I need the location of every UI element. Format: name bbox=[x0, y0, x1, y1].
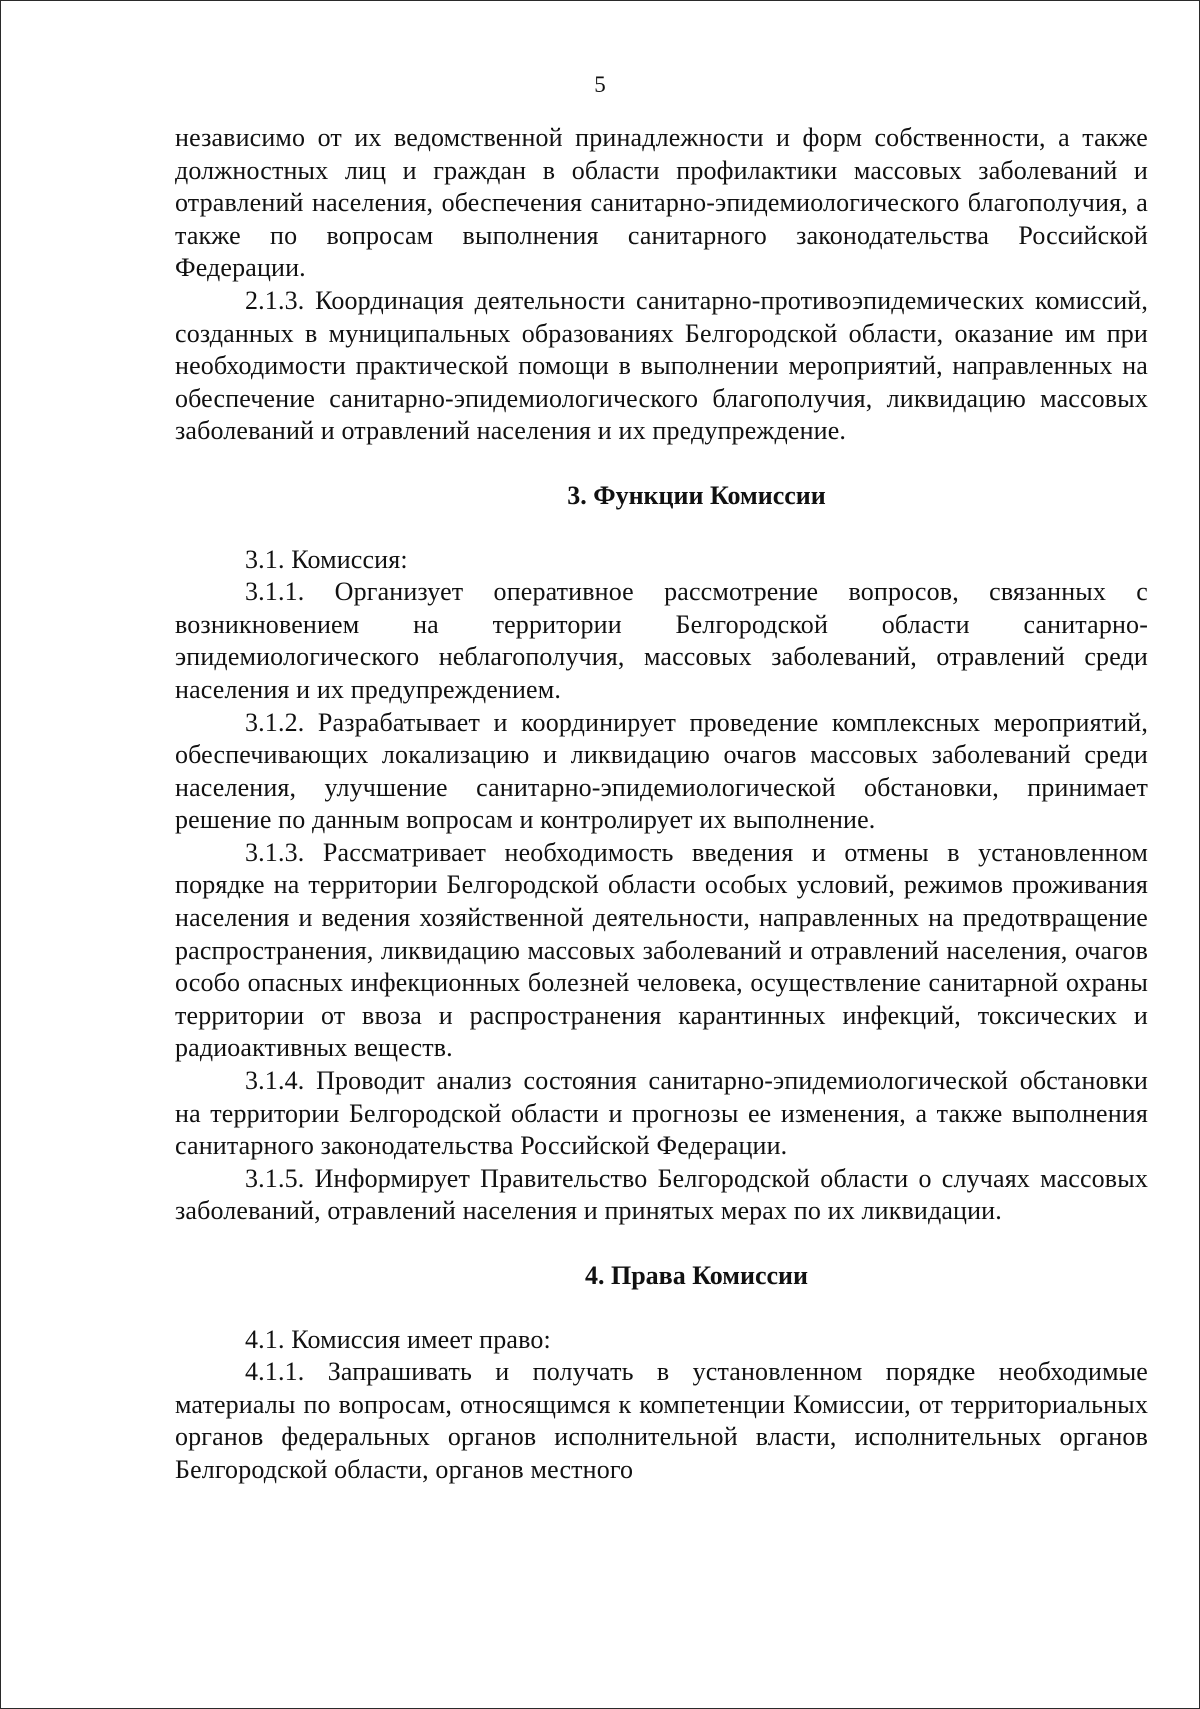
paragraph-4-1: 4.1. Комиссия имеет право: bbox=[245, 1324, 551, 1354]
page-number: 5 bbox=[594, 72, 606, 97]
paragraph-3-1-2: 3.1.2. Разрабатывает и координирует проведение комплексных мероприятий, обеспечивающих локализацию и ликвидацию очагов массовых заболеваний среди населения, улучшение санитарно-эпидемиологической обстановки, принимает решение по данным вопросам и контролирует их выполнение. bbox=[175, 707, 1148, 835]
paragraph-3-1-1: 3.1.1. Организует оперативное рассмотрение вопросов, связанных с возникновением на территории Белгородской области санитарно-эпидемиологического неблагополучия, массовых заболеваний, отравлений среди населения и их предупреждением. bbox=[175, 577, 1148, 704]
paragraph-continuation: независимо от их ведомственной принадлежности и форм собственности, а также должностных лиц и граждан в области профилактики массовых заболеваний и отравлений населения, обеспечения санитарно-эпидемиологического благополучия, а также по вопросам выполнения санитарного законодательства Российской Федерации. bbox=[175, 123, 1148, 283]
paragraph-3-1-4: 3.1.4. Проводит анализ состояния санитарно-эпидемиологической обстановки на территории Белгородской области и прогнозы ее изменения, а также выполнения санитарного законодательства Российской Федерации. bbox=[175, 1066, 1148, 1161]
paragraph-4-1-1: 4.1.1. Запрашивать и получать в установленном порядке необходимые материалы по вопросам, относящимся к компетенции Комиссии, от территориальных органов федеральных органов исполнительной власти, исполнительных органов Белгородской области, органов местного bbox=[175, 1357, 1148, 1484]
paragraph-2-1-3: 2.1.3. Координация деятельности санитарно-противоэпидемических комиссий, созданных в муниципальных образованиях Белгородской области, оказание им при необходимости практической помощи в выполнении мероприятий, направленных на обеспечение санитарно-эпидемиологического благополучия, ликвидацию массовых заболеваний и отравлений населения и их предупреждение. bbox=[175, 285, 1148, 446]
section-heading-rights: 4. Права Комиссии bbox=[584, 1261, 809, 1290]
paragraph-3-1-5: 3.1.5. Информирует Правительство Белгородской области о случаях массовых заболеваний, отравлений населения и принятых мерах по их ликвидации. bbox=[175, 1163, 1148, 1226]
paragraph-3-1: 3.1. Комиссия: bbox=[245, 544, 408, 574]
section-heading-functions: 3. Функции Комиссии bbox=[567, 480, 826, 510]
document-body bbox=[175, 122, 1148, 1487]
paragraph-3-1-3: 3.1.3. Рассматривает необходимость введения и отмены в установленном порядке на территории Белгородской области особых условий, режимов проживания населения и ведения хозяйственной деятельности, направленных на предотвращение распространения, ликвидацию массовых заболеваний и отравлений населения, очагов особо опасных инфекционных болезней человека, осуществление санитарной охраны территории от ввоза и распространения карантинных инфекций, токсических и радиоактивных веществ. bbox=[175, 837, 1148, 1063]
